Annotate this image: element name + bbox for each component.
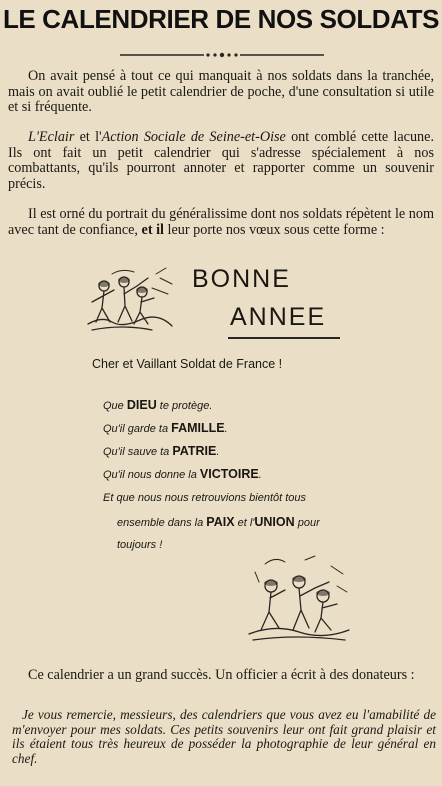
text-fragment: Il est orné du portrait du généralissime dont nos soldats répètent le nom avec tant de confiance, <box>8 206 434 238</box>
wish-text: . <box>224 423 228 435</box>
text-fragment: et l' <box>74 129 102 145</box>
ornamental-rule <box>120 50 324 60</box>
wish-line <box>103 398 212 412</box>
wish-text: pour <box>294 517 320 529</box>
wish-final-line-3: toujours ! <box>117 539 163 551</box>
annee-underline <box>228 337 340 339</box>
wish-keyword: VICTOIRE <box>199 467 259 481</box>
wish-text: . <box>258 469 262 481</box>
wish-line <box>103 467 262 481</box>
wish-text: . <box>216 446 220 458</box>
bold-fragment: et il <box>137 221 164 238</box>
wish-text: Qu'il nous donne la <box>103 469 200 481</box>
paragraph-eclair <box>8 130 434 192</box>
wish-text: Qu'il sauve ta <box>103 446 173 458</box>
wish-keyword: FAMILLE <box>171 421 225 435</box>
card-annee: ANNEE <box>230 303 327 331</box>
wish-final-line-1: Et que nous nous retrouvions bientôt tous <box>103 492 307 504</box>
text-fragment: ont comblé cette lacune. Ils ont fait un petit calendrier qui s'adresse spécialement à nos combattants, qu'ils pourront annoter et rapporter comme un souvenir précis. <box>8 129 434 192</box>
wish-keyword: UNION <box>254 515 295 529</box>
wish-text: ensemble dans la <box>117 517 207 529</box>
wish-line <box>103 444 219 458</box>
card-salutation: Cher et Vaillant Soldat de France ! <box>92 357 283 371</box>
wish-keyword: DIEU <box>126 398 157 412</box>
wish-keyword: PAIX <box>206 515 235 529</box>
headline: LE CALENDRIER DE NOS SOLDATS <box>2 4 440 34</box>
wish-text: te protège. <box>156 400 213 412</box>
officer-quote: Je vous remercie, messieurs, des calendriers que vous avez eu l'amabilité de m'envoyer pour mes soldats. Ces petits souvenirs leur ont fait grand plaisir et ils étaient tous très heureux de posséder la photographie de leur général en chef. <box>12 707 436 766</box>
wish-keyword: PATRIE <box>172 444 217 458</box>
eclair-name: L'Eclair <box>28 129 75 145</box>
action-sociale-name: Action Sociale de Seine-et-Oise <box>101 129 286 145</box>
paragraph-intro: On avait pensé à tout ce qui manquait à nos soldats dans la tranchée, mais on avait oublié le petit calendrier de poche, d'une consultation si utile et si fréquente. <box>8 68 434 116</box>
wish-line <box>103 421 228 435</box>
trench-soldiers-illustration-icon <box>245 552 353 644</box>
wish-text: Qu'il garde ta <box>103 423 172 435</box>
card-bonne: BONNE <box>192 265 291 293</box>
text-fragment: leur porte nos vœux sous cette forme : <box>163 221 385 238</box>
soldiers-illustration-icon <box>82 264 178 336</box>
paragraph-success: Ce calendrier a un grand succès. Un officier a écrit à des donateurs : <box>28 667 415 683</box>
wish-text: Que <box>103 400 127 412</box>
paragraph-portrait <box>8 207 434 238</box>
wish-final-line-2 <box>117 515 320 529</box>
wish-text: et l' <box>234 517 255 529</box>
